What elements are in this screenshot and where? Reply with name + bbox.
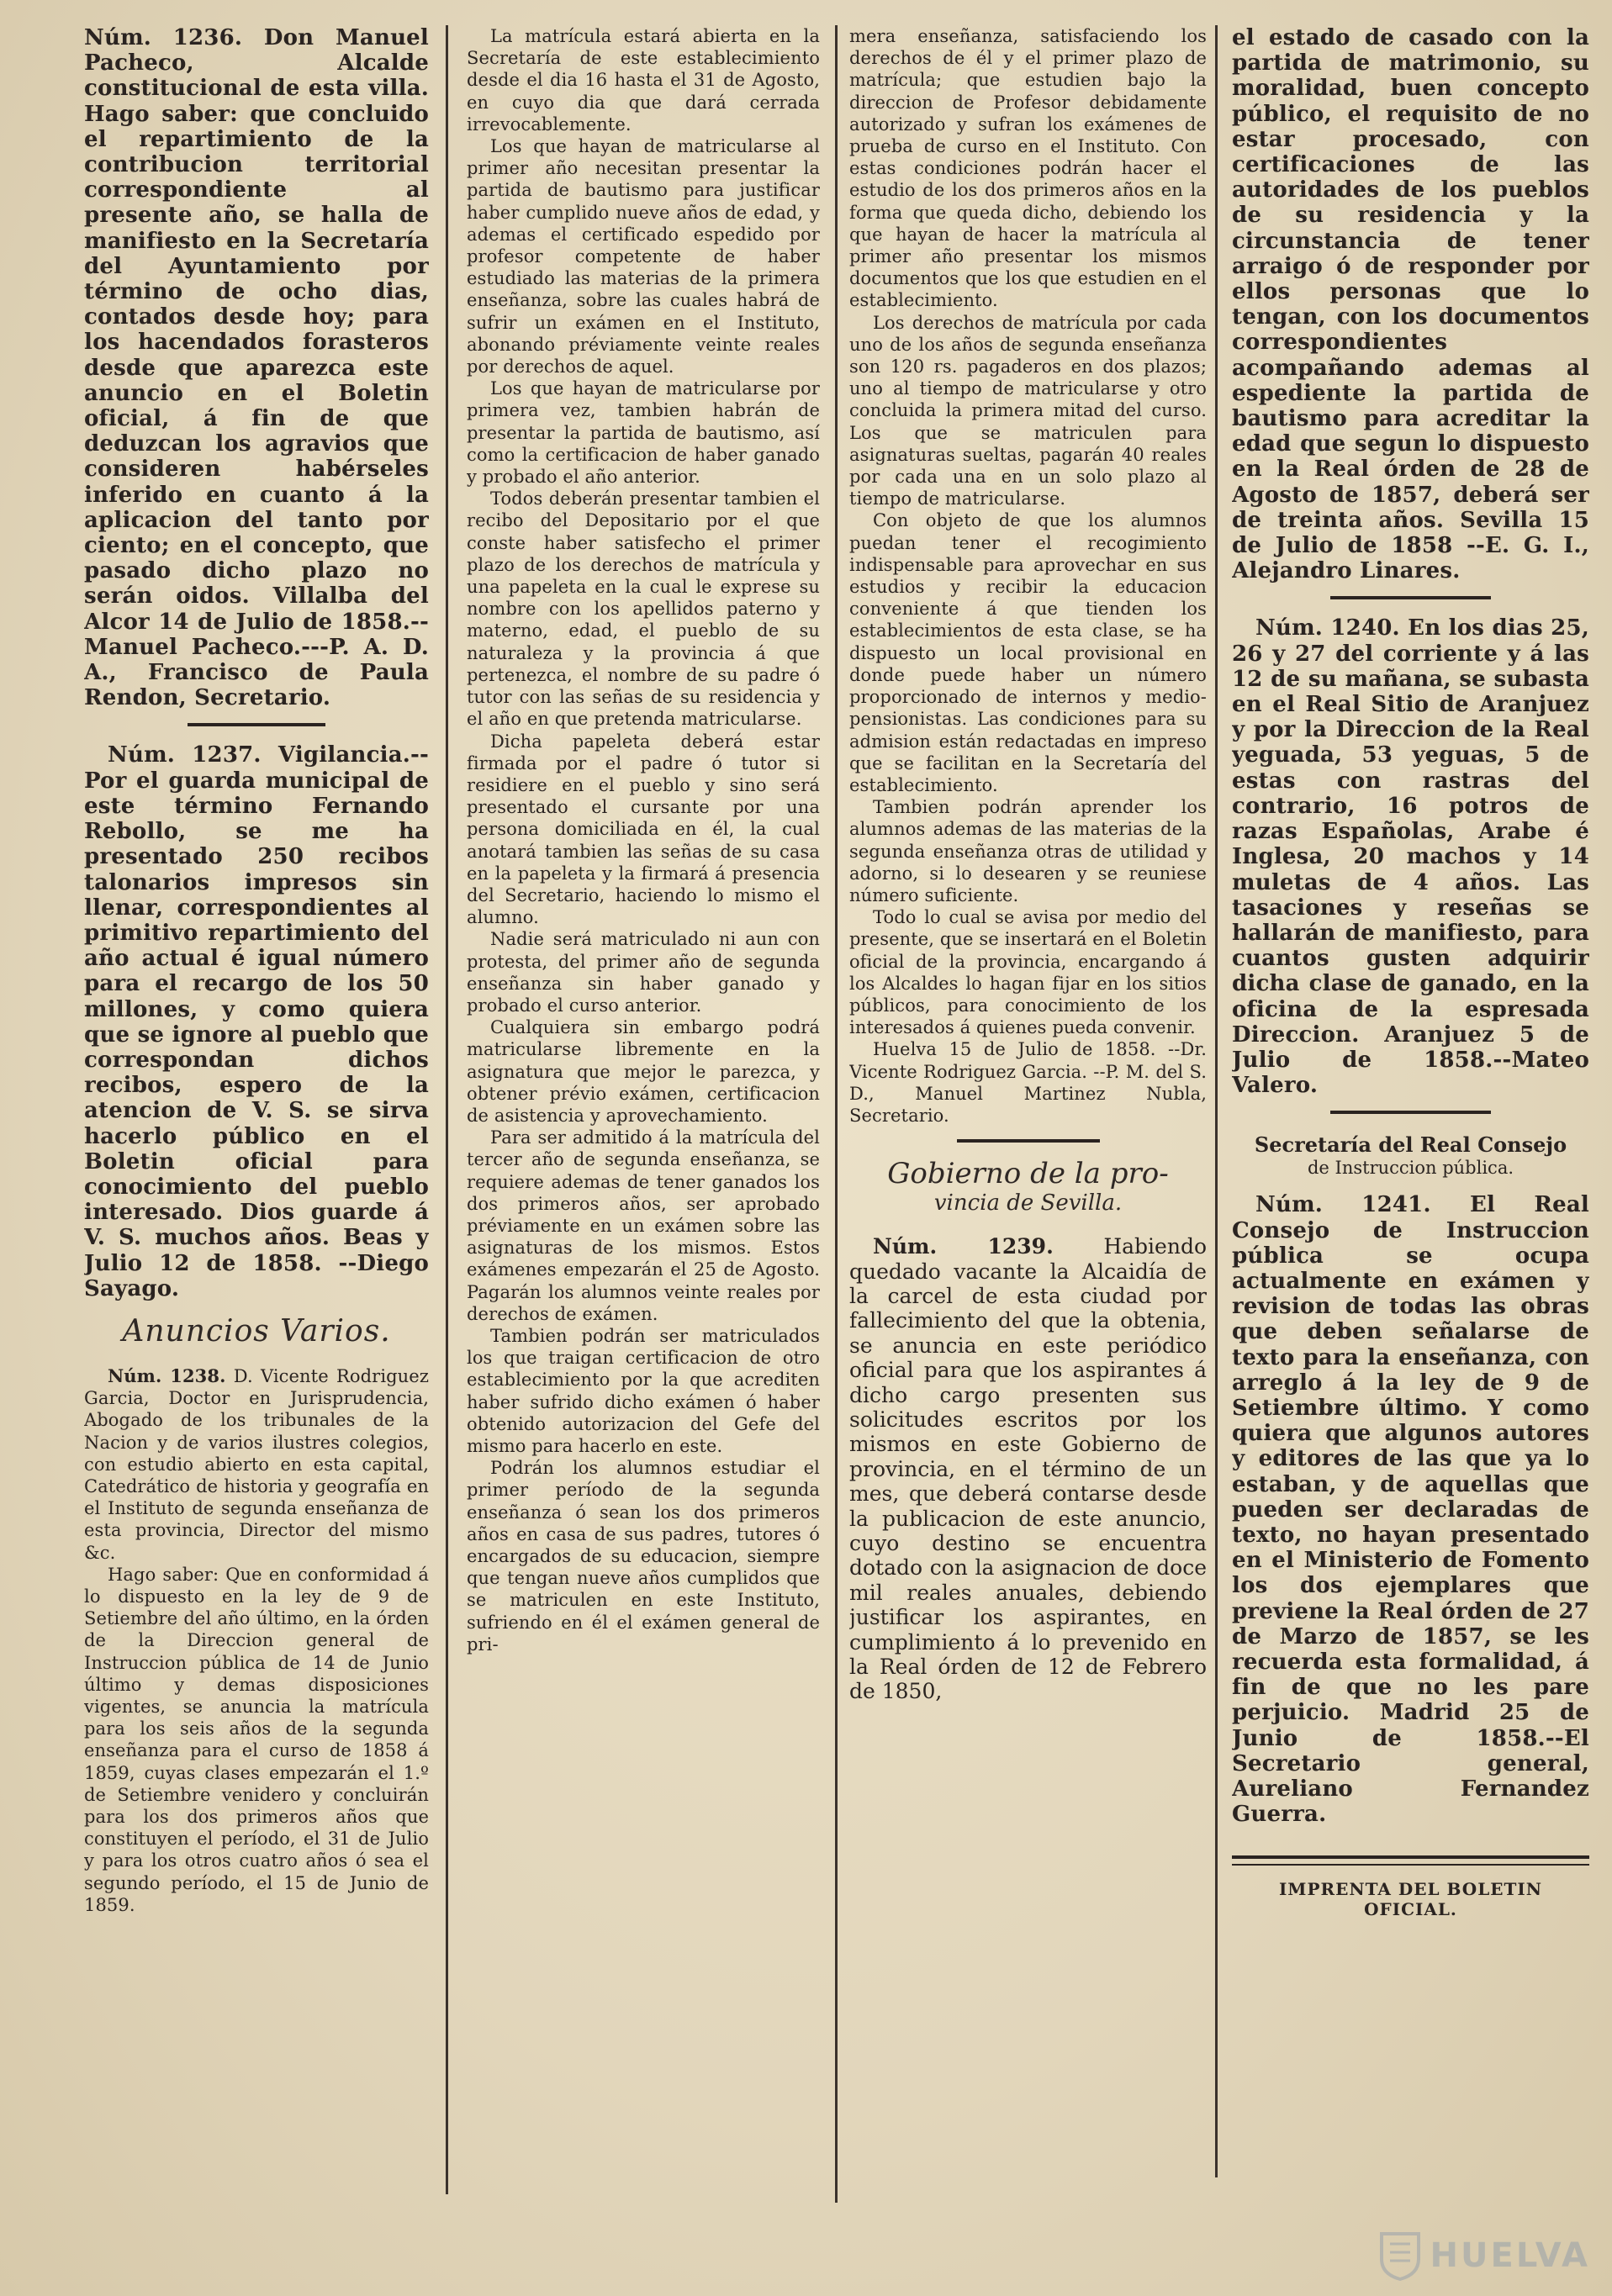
notice-paragraph: Podrán los alumnos estudiar el primer período de la segunda enseñanza ó sean los dos primeros años en casa de sus padres, tutores ó encargados de su educacion, siempre que tengan nueve años cumplidos que se matriculen en este Instituto, sufriendo en él el exámen general de pri- (467, 1458, 820, 1655)
separator-rule (1330, 1110, 1491, 1115)
column-2 (467, 25, 820, 2262)
notice-1236 (84, 25, 429, 710)
notice-1241 (1232, 1192, 1589, 1827)
watermark-label: HUELVA (1430, 2236, 1590, 2275)
notice-paragraph: Hago saber: Que en conformidad á lo dispuesto en la ley de 9 de Setiembre del año último, en la órden de la Direccion general de Instruccion pública de 14 de Junio último y demas disposiciones vigentes, se anuncia la matrícula para los seis años de la segunda enseñanza para el curso de 1858 á 1859, cuyas clases empezarán el 1.º de Setiembre venidero y concluirán para los dos primeros años que constituyen el período, el 31 de Julio y para los otros cuatro años ó sea el segundo período, el 15 de Junio de 1859. (84, 1564, 429, 1915)
notice-signature: Huelva 15 de Julio de 1858. --Dr. Vicente Rodriguez Garcia. --P. M. del S. D., Manuel Martinez Nubla, Secretario. (849, 1039, 1207, 1126)
notice-text: el estado de casado con la partida de matrimonio, su moralidad, buen concepto público, el requisito de no estar procesado, con certificaciones de las autoridades de los pueblos de su residencia y la circunstancia de tener arraigo ó de responder por ellos personas que lo tengan, con los documentos correspondientes acompañando ademas al espediente la partida de bautismo para acreditar la edad que segun lo dispuesto en la Real órden de 28 de Agosto de 1857, deberá ser de treinta años. (1232, 25, 1589, 533)
notice-number: Núm. 1239. (873, 1234, 1054, 1259)
notice-number: Núm. 1237. (108, 742, 262, 768)
column-1 (84, 25, 429, 2262)
notice-paragraph: Tambien podrán aprender los alumnos ademas de las materias de la segunda enseñanza otras de utilidad y adorno, si lo desearen y se reuniese número suficiente. (849, 797, 1207, 905)
archive-watermark (1378, 2230, 1590, 2281)
column-divider (835, 25, 838, 2203)
notice-1239 (849, 1234, 1207, 1704)
notice-1237 (84, 742, 429, 1301)
notice-paragraph: Nadie será matriculado ni aun con protesta, del primer año de segunda enseñanza sin haber ganado y probado el curso anterior. (467, 929, 820, 1016)
notice-paragraph: Tambien podrán ser matriculados los que traigan certificacion de otro establecimiento por la que acrediten haber sufrido dicho exámen ó haber obtenido autorizacion del Gefe del mismo para hacerlo en este. (467, 1325, 820, 1456)
section-heading-gobierno: Gobierno de la pro- (887, 1157, 1169, 1191)
notice-paragraph: Cualquiera sin embargo podrá matricularse libremente en la asignatura que mejor le parezca, y obtener prévio exámen, certificacion de asistencia y aprovechamiento. (467, 1017, 820, 1126)
notice-paragraph (1232, 25, 1589, 583)
archive-seal-icon (1378, 2230, 1422, 2281)
notice-signature: Madrid 25 de Junio de 1858.--El Secretario general, Aureliano Fernandez Guerra. (1232, 1700, 1589, 1828)
notice-signature: Aranjuez 5 de Julio de 1858.--Mateo Valero. (1232, 1021, 1589, 1099)
separator-rule (957, 1138, 1100, 1143)
notice-text: Vigilancia.-- Por el guarda municipal de este término Fernando Rebollo, se me ha presentado 250 recibos talonarios impresos sin llenar, correspondientes al primitivo repartimiento del año actual é igual número para el recargo de los 50 millones, y como quiera que se ignore al pueblo que correspondan dichos recibos, espero de la atencion de V. S. se sirva hacerlo público en el Boletin oficial para conocimiento del pueblo interesado. Dios guarde á V. S. muchos años. (84, 742, 429, 1251)
notice-signature: Beas y Julio 12 de 1858. --Diego Sayago. (84, 1225, 429, 1301)
column-4 (1232, 25, 1589, 2262)
section-subheading-instruccion: de Instruccion pública. (1307, 1158, 1514, 1179)
notice-number: Núm. 1241. (1255, 1192, 1431, 1218)
section-heading-anuncios: Anuncios Varios. (122, 1313, 391, 1349)
notice-text: Habiendo quedado vacante la Alcaidía de la carcel de esta ciudad por fallecimiento del que la obtenia, se anuncia en este periódico oficial para que los aspirantes á dicho cargo presenten sus solicitudes escritos por los mismos en este Gobierno de provincia, en el término de un mes, que deberá contarse desde la publicacion de este anuncio, cuyo destino se encuentra dotado con la asignacion de doce mil reales anuales, debiendo justificar los aspirantes, en cumplimiento á lo prevenido en la Real órden de 12 de Febrero de 1850, (849, 1234, 1207, 1704)
notice-number: Núm. 1236. (84, 25, 243, 50)
notice-text: D. Vicente Rodriguez Garcia, Doctor en Jurisprudencia, Abogado de los tribunales de la Nacion y de varios ilustres colegios, con estudio abierto en esta capital, Catedrático de historia y geografía en el Instituto de segunda enseñanza de esta provincia, Director del mismo &c. (84, 1365, 429, 1563)
notice-paragraph: Dicha papeleta deberá estar firmada por el padre ó tutor si residiere en el pueblo y sino será presentado el cursante por una persona domiciliada en él, la cual anotará tambien las señas de su casa en la papeleta y la firmará á presencia del Secretario, haciendo lo mismo el alumno. (467, 731, 820, 928)
notice-signature: Villalba del Alcor 14 de Julio de 1858.--Manuel Pacheco.---P. A. D. A., Francisco de Paula Rendon, Secretario. (84, 583, 429, 711)
notice-signature: Sevilla 15 de Julio de 1858 --E. G. I., Alejandro Linares. (1232, 507, 1589, 584)
section-subheading-sevilla: vincia de Sevilla. (933, 1190, 1123, 1217)
column-3 (849, 25, 1207, 2262)
notice-text: En los dias 25, 26 y 27 del corriente y á las 12 de su mañana, se subasta en el Real Sitio de Aranjuez y por la Direccion de la Real yeguada, 53 yeguas, 5 de estas con rastras del contrario, 16 potros de razas Españolas, Arabe é Inglesa, 20 machos y 14 muletas de 4 años. Las tasaciones y reseñas se hallarán de manifiesto, para cuantos gusten adquirir dicha clase de ganado, en la oficina de la espresada Direccion. (1232, 615, 1589, 1048)
column-divider (1215, 25, 1218, 2177)
separator-rule (188, 722, 325, 727)
notice-paragraph: Los derechos de matrícula por cada uno de los años de segunda enseñanza son 120 rs. pagaderos en dos plazos; uno al tiempo de matricularse y otro concluida la primera mitad del curso. Los que se matriculen para asignaturas sueltas, pagarán 40 reales por cada una en un solo plazo al tiempo de matricularse. (849, 312, 1207, 509)
footer-rule (1232, 1855, 1589, 1866)
notice-1240 (1232, 615, 1589, 1098)
notice-paragraph: mera enseñanza, satisfaciendo los derechos de él y el primer plazo de matrícula; que estudien bajo la direccion de Profesor debidamente autorizado y sufran los exámenes de prueba de curso en el Instituto. Con estas condiciones podrán hacer el estudio de los dos primeros años en la forma que queda dicho, debiendo los que hayan de hacer la matrícula al primer año presentar los mismos documentos que los que estudien en el establecimiento. (849, 26, 1207, 311)
notice-paragraph: Con objeto de que los alumnos puedan tener el recogimiento indispensable para aprovechar en sus estudios y recibir la educacion conveniente á que tienden los establecimientos de esta clase, se ha dispuesto un local provisional en donde puede haber un número proporcionado de internos y medio-pensionistas. Las condiciones para su admision están redactadas en impreso que se facilitan en la Secretaría del establecimiento. (849, 510, 1207, 795)
separator-rule (1330, 595, 1491, 600)
notice-paragraph: Los que hayan de matricularse al primer año necesitan presentar la partida de bautismo para justificar haber cumplido nueve años de edad, y ademas el certificado espedido por profesor competente de haber estudiado las materias de la primera enseñanza, sobre las cuales habrá de sufrir un exámen en el Instituto, abonando préviamente veinte reales por derechos de aquel. (467, 136, 820, 377)
notice-paragraph: Todo lo cual se avisa por medio del presente, que se insertará en el Boletin oficial de la provincia, encargando á los Alcaldes lo hagan fijar en los sitios públicos, para conocimiento de los interesados á quienes pueda convenir. (849, 907, 1207, 1038)
notice-paragraph: Para ser admitido á la matrícula del tercer año de segunda enseñanza, se requiere ademas de tener ganados los dos primeros años, ser aprobado préviamente en un exámen sobre las asignaturas de los mismos. Estos exámenes empezarán el 25 de Agosto. Pagarán los alumnos veinte reales por derechos de exámen. (467, 1127, 820, 1324)
notice-text: El Real Consejo de Instruccion pública se ocupa actualmente en exámen y revision de todas las obras que deben señalarse de texto para la enseñanza, con arreglo á la ley de 9 de Setiembre último. Y como quiera que algunos autores y editores de las que ya lo estaban, y de aquellas que pueden ser declaradas de texto, no hayan presentado en el Ministerio de Fomento los dos ejemplares que previene la Real órden de 27 de Marzo de 1857, se les recuerda esta formalidad, á fin de que no les pare perjuicio. (1232, 1192, 1589, 1726)
notice-number: Núm. 1238. (108, 1364, 226, 1386)
notice-number: Núm. 1240. (1255, 615, 1400, 641)
notice-1238 (84, 1365, 429, 1564)
notice-text: Don Manuel Pacheco, Alcalde constitucional de esta villa. Hago saber: que concluido el repartimiento de la contribucion territorial correspondiente al presente año, se halla de manifiesto en la Secretaría del Ayuntamiento por término de ocho dias, contados desde hoy; para los hacendados forasteros desde que aparezca este anuncio en el Boletin oficial, á fin de que deduzcan los agravios que consideren habérseles inferido en cuanto á la aplicacion del tanto por ciento; en el concepto, que pasado dicho plazo no serán oidos. (84, 25, 429, 610)
notice-paragraph: Todos deberán presentar tambien el recibo del Depositario por el que conste haber satisfecho el primer plazo de los derechos de matrícula y una papeleta en la cual le exprese su nombre con los apellidos paterno y materno, edad, el pueblo de su naturaleza y la provincia á que pertenezca, el nombre de su padre ó tutor con las señas de su residencia y el año en que pretenda matricularse. (467, 488, 820, 730)
notice-paragraph: Los que hayan de matricularse por primera vez, tambien habrán de presentar la partida de bautismo, así como la certificacion de haber ganado y probado el año anterior. (467, 378, 820, 488)
notice-paragraph: La matrícula estará abierta en la Secretaría de este establecimiento desde el dia 16 hasta el 31 de Agosto, en cuyo dia que dará cerrada irrevocablemente. (467, 26, 820, 135)
column-divider (446, 25, 448, 2194)
printer-imprint: IMPRENTA DEL BOLETIN OFICIAL. (1278, 1879, 1543, 1920)
section-heading-consejo: Secretaría del Real Consejo (1254, 1132, 1567, 1158)
